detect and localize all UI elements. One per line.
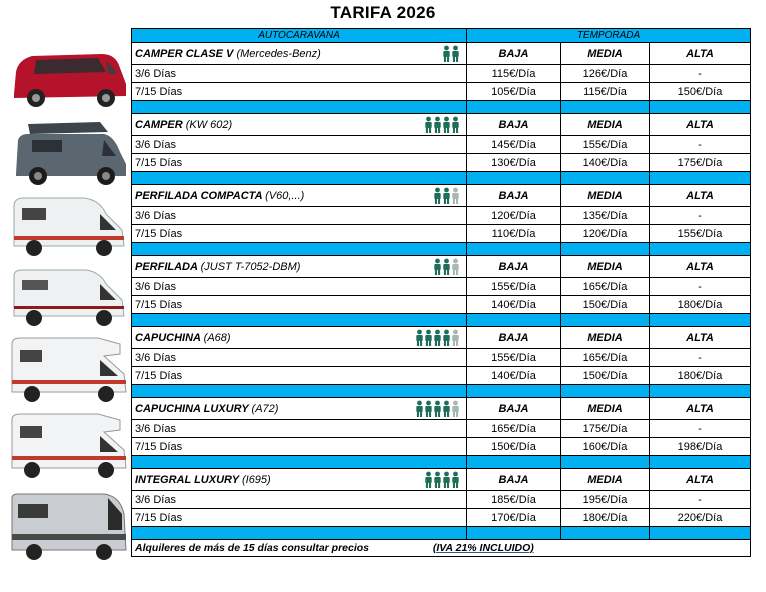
duration-label: 3/6 Días bbox=[132, 207, 467, 225]
season-baja: BAJA bbox=[467, 43, 561, 65]
price-row bbox=[132, 349, 751, 367]
season-alta: ALTA bbox=[650, 327, 751, 349]
price-alta: - bbox=[650, 207, 751, 225]
price-alta: 155€/Día bbox=[650, 225, 751, 243]
people-capacity-icon bbox=[424, 471, 460, 488]
price-baja: 145€/Día bbox=[467, 136, 561, 154]
duration-label: 7/15 Días bbox=[132, 509, 467, 527]
season-baja: BAJA bbox=[467, 114, 561, 136]
price-baja: 150€/Día bbox=[467, 438, 561, 456]
integral-motorhome-icon bbox=[8, 490, 130, 562]
separator-row bbox=[132, 456, 751, 469]
vehicle-name-row bbox=[132, 43, 751, 65]
price-row bbox=[132, 278, 751, 296]
price-media: 126€/Día bbox=[561, 65, 650, 83]
season-media: MEDIA bbox=[561, 398, 650, 420]
vehicle-name: INTEGRAL LUXURY bbox=[135, 473, 239, 486]
people-capacity-icon bbox=[433, 187, 460, 204]
duration-label: 7/15 Días bbox=[132, 296, 467, 314]
vehicle-name-row bbox=[132, 327, 751, 349]
duration-label: 3/6 Días bbox=[132, 136, 467, 154]
vehicle-name-row bbox=[132, 398, 751, 420]
price-baja: 155€/Día bbox=[467, 349, 561, 367]
table-header-row bbox=[132, 29, 751, 43]
rate-table bbox=[131, 28, 751, 557]
price-media: 140€/Día bbox=[561, 154, 650, 172]
price-row bbox=[132, 225, 751, 243]
season-alta: ALTA bbox=[650, 114, 751, 136]
footer-row bbox=[132, 540, 751, 557]
alcove-motorhome-icon bbox=[8, 410, 130, 480]
duration-label: 7/15 Días bbox=[132, 225, 467, 243]
vehicle-name: CAMPER bbox=[135, 118, 183, 131]
price-alta: 220€/Día bbox=[650, 509, 751, 527]
price-alta: - bbox=[650, 136, 751, 154]
price-media: 120€/Día bbox=[561, 225, 650, 243]
price-alta: - bbox=[650, 278, 751, 296]
separator-row bbox=[132, 172, 751, 185]
separator-row bbox=[132, 101, 751, 114]
price-alta: 198€/Día bbox=[650, 438, 751, 456]
people-capacity-icon bbox=[433, 258, 460, 275]
vehicle-model: (V60,...) bbox=[265, 189, 305, 202]
vehicle-name: CAPUCHINA bbox=[135, 331, 201, 344]
price-row bbox=[132, 420, 751, 438]
price-alta: - bbox=[650, 491, 751, 509]
price-media: 150€/Día bbox=[561, 296, 650, 314]
price-row bbox=[132, 136, 751, 154]
people-capacity-icon bbox=[424, 116, 460, 133]
price-media: 165€/Día bbox=[561, 349, 650, 367]
duration-label: 3/6 Días bbox=[132, 65, 467, 83]
price-media: 150€/Día bbox=[561, 367, 650, 385]
vehicle-name: PERFILADA bbox=[135, 260, 198, 273]
header-temporada: TEMPORADA bbox=[467, 29, 751, 43]
alcove-motorhome-icon bbox=[8, 334, 130, 404]
people-capacity-icon bbox=[415, 400, 460, 417]
price-row bbox=[132, 296, 751, 314]
vehicle-name: PERFILADA COMPACTA bbox=[135, 189, 263, 202]
vehicle-model: (A68) bbox=[203, 331, 231, 344]
vehicle-model: (JUST T-7052-DBM) bbox=[200, 260, 301, 273]
duration-label: 7/15 Días bbox=[132, 367, 467, 385]
price-baja: 115€/Día bbox=[467, 65, 561, 83]
separator-row bbox=[132, 243, 751, 256]
season-media: MEDIA bbox=[561, 256, 650, 278]
price-alta: - bbox=[650, 349, 751, 367]
duration-label: 3/6 Días bbox=[132, 491, 467, 509]
price-baja: 185€/Día bbox=[467, 491, 561, 509]
page-title: TARIFA 2026 bbox=[330, 3, 436, 22]
duration-label: 3/6 Días bbox=[132, 420, 467, 438]
season-media: MEDIA bbox=[561, 469, 650, 491]
season-baja: BAJA bbox=[467, 327, 561, 349]
price-media: 135€/Día bbox=[561, 207, 650, 225]
price-baja: 120€/Día bbox=[467, 207, 561, 225]
vehicle-name-row bbox=[132, 469, 751, 491]
price-alta: 180€/Día bbox=[650, 296, 751, 314]
price-baja: 105€/Día bbox=[467, 83, 561, 101]
separator-row bbox=[132, 527, 751, 540]
price-alta: 150€/Día bbox=[650, 83, 751, 101]
season-alta: ALTA bbox=[650, 256, 751, 278]
price-baja: 110€/Día bbox=[467, 225, 561, 243]
red-van-icon bbox=[8, 44, 130, 110]
season-baja: BAJA bbox=[467, 469, 561, 491]
vehicle-name-row bbox=[132, 256, 751, 278]
vehicle-model: (A72) bbox=[251, 402, 279, 415]
duration-label: 7/15 Días bbox=[132, 83, 467, 101]
price-alta: - bbox=[650, 420, 751, 438]
vehicle-model: (KW 602) bbox=[185, 118, 233, 131]
separator-row bbox=[132, 385, 751, 398]
price-alta: 180€/Día bbox=[650, 367, 751, 385]
price-baja: 140€/Día bbox=[467, 296, 561, 314]
price-row bbox=[132, 438, 751, 456]
season-baja: BAJA bbox=[467, 398, 561, 420]
price-row bbox=[132, 83, 751, 101]
price-row bbox=[132, 491, 751, 509]
price-media: 160€/Día bbox=[561, 438, 650, 456]
season-media: MEDIA bbox=[561, 327, 650, 349]
vehicle-name-row bbox=[132, 114, 751, 136]
price-row bbox=[132, 207, 751, 225]
price-row bbox=[132, 367, 751, 385]
price-row bbox=[132, 154, 751, 172]
price-baja: 130€/Día bbox=[467, 154, 561, 172]
grey-camper-van-icon bbox=[8, 118, 130, 186]
price-row bbox=[132, 509, 751, 527]
footer-vat: (IVA 21% INCLUIDO) bbox=[432, 542, 534, 554]
price-row bbox=[132, 65, 751, 83]
price-baja: 140€/Día bbox=[467, 367, 561, 385]
people-capacity-icon bbox=[442, 45, 460, 62]
vehicle-model: (Mercedes-Benz) bbox=[236, 47, 321, 60]
season-media: MEDIA bbox=[561, 185, 650, 207]
price-media: 165€/Día bbox=[561, 278, 650, 296]
price-media: 115€/Día bbox=[561, 83, 650, 101]
price-alta: - bbox=[650, 65, 751, 83]
white-motorhome-icon bbox=[8, 192, 130, 258]
white-motorhome-icon bbox=[8, 264, 130, 328]
season-baja: BAJA bbox=[467, 185, 561, 207]
duration-label: 7/15 Días bbox=[132, 154, 467, 172]
vehicle-name: CAPUCHINA LUXURY bbox=[135, 402, 249, 415]
vehicle-name: CAMPER CLASE V bbox=[135, 47, 234, 60]
season-media: MEDIA bbox=[561, 114, 650, 136]
duration-label: 3/6 Días bbox=[132, 349, 467, 367]
price-baja: 165€/Día bbox=[467, 420, 561, 438]
price-baja: 155€/Día bbox=[467, 278, 561, 296]
price-media: 175€/Día bbox=[561, 420, 650, 438]
header-autocaravana: AUTOCARAVANA bbox=[132, 29, 467, 43]
vehicle-name-row bbox=[132, 185, 751, 207]
price-media: 195€/Día bbox=[561, 491, 650, 509]
vehicle-model: (I695) bbox=[241, 473, 271, 486]
separator-row bbox=[132, 314, 751, 327]
season-alta: ALTA bbox=[650, 185, 751, 207]
footer-note: Alquileres de más de 15 días consultar precios bbox=[135, 542, 370, 554]
season-baja: BAJA bbox=[467, 256, 561, 278]
season-alta: ALTA bbox=[650, 43, 751, 65]
duration-label: 3/6 Días bbox=[132, 278, 467, 296]
season-alta: ALTA bbox=[650, 469, 751, 491]
price-media: 180€/Día bbox=[561, 509, 650, 527]
season-media: MEDIA bbox=[561, 43, 650, 65]
price-media: 155€/Día bbox=[561, 136, 650, 154]
duration-label: 7/15 Días bbox=[132, 438, 467, 456]
price-baja: 170€/Día bbox=[467, 509, 561, 527]
price-alta: 175€/Día bbox=[650, 154, 751, 172]
season-alta: ALTA bbox=[650, 398, 751, 420]
people-capacity-icon bbox=[415, 329, 460, 346]
